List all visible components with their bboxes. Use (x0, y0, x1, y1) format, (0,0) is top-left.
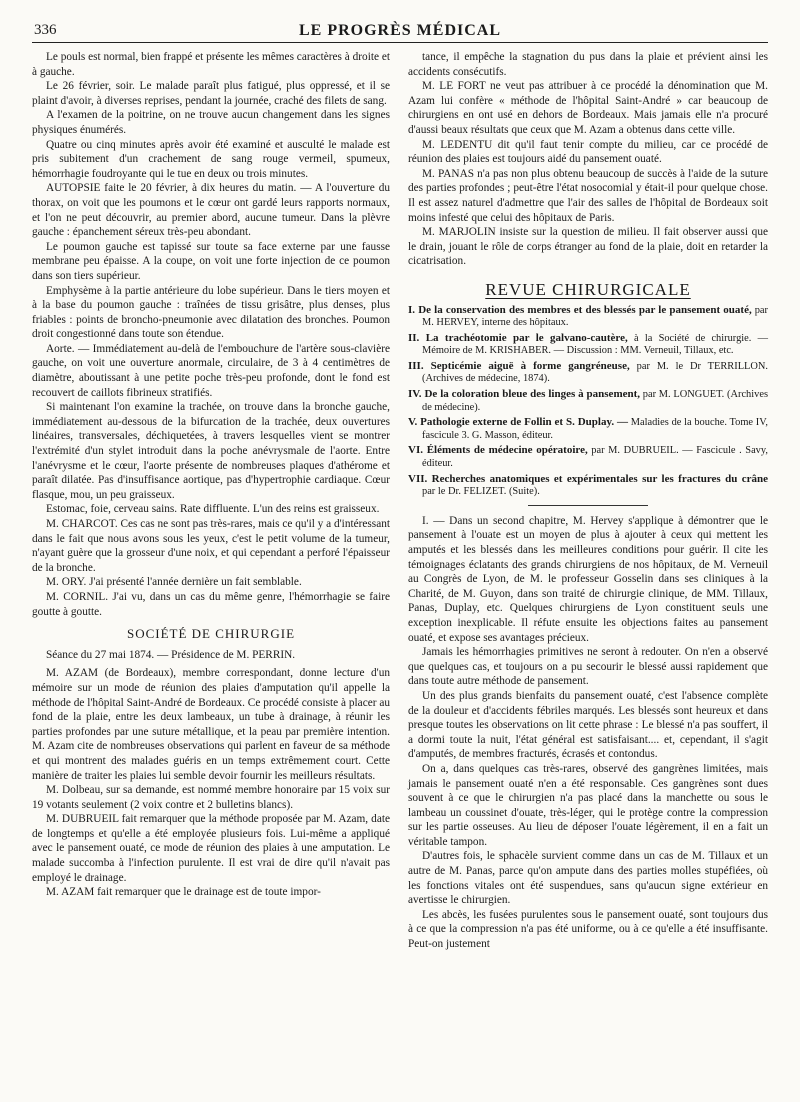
toc-rest: Maladies de la bouche. Tome IV, fascicule 3. G. Masson, éditeur. (422, 417, 768, 441)
paragraph: Estomac, foie, cerveau sains. Rate diffluente. L'un des reins est graisseux. (46, 503, 380, 516)
paragraph: Les abcès, les fusées purulentes sous le pansement ouaté, sont toujours dus à ce que la compression n'a pas été uniforme, ou à ce qu'elle a été insuffisante. Peut-on justement (408, 908, 768, 951)
paragraph: M. LEDENTU dit qu'il faut tenir compte du milieu, car ce procédé de réunion des plaies est toujours aidé du pansement ouaté. (408, 138, 768, 166)
toc-title: V. Pathologie externe de Follin et S. Duplay. — (408, 416, 629, 429)
paragraph: M. CORNIL. J'ai vu, dans un cas du même genre, l'hémorrhagie se faire goutte à goutte. (32, 590, 390, 618)
paragraph: M. AZAM fait remarquer que le drainage est de toute impor- (46, 886, 321, 899)
journal-title: LE PROGRÈS MÉDICAL (298, 22, 502, 39)
paragraph: M. Dolbeau, sur sa demande, est nommé membre honoraire par 15 voix sur 19 votants seulement (2 voix contre et 2 bulletins blancs). (32, 784, 390, 811)
paragraph: Emphysème à la partie antérieure du lobe supérieur. Dans le tiers moyen et à la base du poumon gauche : traînées de tissu grisâtre, plus denses, plus friables : points de broncho-pneumonie avec dilatation des bronches. Poumon droit congestionné dans toute son étendue. (32, 284, 390, 341)
paragraph: Le poumon gauche est tapissé sur toute sa face externe par une fausse membrane peu épaisse. A la coupe, on voit une forte injection de ce poumon dans son tiers supérieur. (32, 240, 390, 282)
revue-contents-list (408, 304, 768, 499)
divider (528, 505, 648, 506)
paragraph: M. AZAM (de Bordeaux), membre correspondant, donne lecture d'un mémoire sur un mode de réunion des plaies d'amputation qu'il appelle la méthode de l'hôpital Saint-André de Bordeaux. Ce procédé consiste à placer au fond de la plaie, entre les deux lambeaux, un tube à drainage, à réunir les parties profondes par une suture métallique, et la peau par première intention. M. Azam cite de nombreuses observations qui parlent en faveur de sa méthode et qui montrent des malades guéris en un temps extrêmement court. Cette manière de traiter les plaies lui semble devoir fournir les meilleurs résultats. (32, 667, 390, 782)
paragraph: M. MARJOLIN insiste sur la question de milieu. Il fait observer aussi que le drain, jouant le rôle de corps étranger au fond de la plaie, doit en retarder la cicatrisation. (408, 226, 768, 268)
left-column (32, 50, 390, 900)
list-item (408, 360, 768, 386)
page-header (32, 22, 768, 43)
section-title-revue: REVUE CHIRURGICALE (485, 279, 691, 299)
paragraph: M. LE FORT ne veut pas attribuer à ce procédé la dénomination que M. Azam lui confère « méthode de l'hôpital Saint-André » car beaucoup de chirurgiens en ont usé en dehors de Bordeaux. Mais jamais elle n'a procuré d'aussi beaux résultats que ceux que M. Azam a obtenus dans cette ville. (408, 80, 768, 136)
list-item (408, 444, 768, 470)
toc-rest: par M. HERVEY, interne des hôpitaux. (422, 304, 768, 329)
list-item (408, 304, 768, 330)
paragraph: On a, dans quelques cas très-rares, observé des gangrènes limitées, mais jamais le pansement ouaté n'en a été responsable. Ces gangrènes sont dues souvent à ce que le chirurgien n'a pas placé dans la manchette ou sous le lambeau un coussinet d'ouate, très-léger, qui le protège contre la compression sur les partie osseuses. Au lieu de déposer l'ouate légèrement, il en a fait un véritable tampon. (408, 762, 768, 848)
paragraph: Le pouls est normal, bien frappé et présente les mêmes caractères à droite et à gauche. (32, 51, 390, 78)
paragraph: Le 26 février, soir. Le malade paraît plus fatigué, plus oppressé, et il se plaint d'avoir, à diverses reprises, pendant la journée, craché des filets de sang. (32, 80, 390, 107)
paragraph: Jamais les hémorrhagies primitives ne seront à redouter. On n'en a observé que quelques cas, et toujours on a pu secourir le blessé aussi rapidement que dans toute autre méthode de pansement. (408, 646, 768, 688)
paragraph: AUTOPSIE faite le 20 février, à dix heures du matin. — A l'ouverture du thorax, on voit que les poumons et le cœur ont gardé leurs rapports normaux, et l'on ne peut découvrir, au premier abord, aucune tumeur. Dans la plèvre gauche : épanchement séreux très-peu abondant. (32, 182, 390, 239)
toc-title: II. La trachéotomie par le galvano-cautère, (408, 331, 628, 344)
paragraph: Si maintenant l'on examine la trachée, on trouve dans la bronche gauche, immédiatement au-dessous de la bifurcation de la trachée, deux ouvertures linéaires, transversales, déchiquetées, à travers lesquelles vient se montrer l'extrémité d'un stylet introduit dans la poche anévrysmale de l'aorte. Entre l'anévrysme et le cœur, l'aorte présente de nombreuses plaques d'athérome et paraît dilatée. Pas d'insuffisance aortique, pas d'hypertrophie cardiaque. Cœur flasque, mou, un peu graisseux. (32, 401, 390, 501)
paragraph: A l'examen de la poitrine, on ne trouve aucun changement dans les signes physiques énumérés. (32, 109, 390, 136)
toc-rest: par le Dr. FELIZET. (Suite). (422, 486, 540, 498)
toc-rest: à la Société de chirurgie. — Mémoire de M. KRISHABER. — Discussion : MM. Verneuil, Tillaux, etc. (422, 332, 768, 357)
list-item (408, 473, 768, 499)
toc-title: IV. De la coloration bleue des linges à pansement, (408, 388, 641, 401)
toc-title: I. De la conservation des membres et des blessés par le pansement ouaté, (408, 303, 752, 316)
toc-title: III. Septicémie aiguë à forme gangréneuse, (408, 359, 630, 372)
right-column (408, 50, 768, 952)
paragraph: Aorte. — Immédiatement au-delà de l'embouchure de l'artère sous-clavière gauche, on voit une ouverture anormale, circulaire, de 3 à 4 centimètres de diamètre, aboutissant à une petite poche très-peu profonde, dont le fond est recouvert de caillots fibrineux stratifiés. (32, 342, 390, 399)
toc-rest: par M. DUBRUEIL. — Fascicule . Savy, éditeur. (422, 445, 768, 470)
paragraph: M. ORY. J'ai présenté l'année dernière un fait semblable. (46, 576, 302, 589)
paragraph: D'autres fois, le sphacèle survient comme dans un cas de M. Tillaux et un autre de M. Panas, parce qu'on ampute dans des parties molles stupéfiées, où les fonctions vitales ont été suspendues, sans qu'aucun signe extérieur en avertisse le chirurgien. (408, 850, 768, 907)
paragraph: M. PANAS n'a pas non plus obtenu beaucoup de succès à l'aide de la suture des parties profondes ; peut-être l'état nosocomial y était-il pour quelque chose. Il est assez naturel d'admettre que l'air des salles de l'hôpital de Bordeaux soit moins infesté que celui des hôpitaux de Paris. (408, 167, 768, 224)
list-item (408, 388, 768, 414)
paragraph: M. CHARCOT. Ces cas ne sont pas très-rares, mais ce qu'il y a d'intéressant dans le fait que nous avons sous les yeux, c'est le petit volume de la tumeur, n'ayant guère que la grosseur d'une noix, et qui cependant a perforé l'épaisseur de la bronche. (32, 518, 390, 574)
paragraph: tance, il empêche la stagnation du pus dans la plaie et prévient ainsi les accidents consécutifs. (408, 51, 768, 78)
toc-title: VI. Éléments de médecine opératoire, (408, 444, 588, 457)
paragraph: I. — Dans un second chapitre, M. Hervey s'applique à démontrer que le pansement à l'ouate est un moyen de plus à ajouter à ceux qui mettent les amputés et les blessés dans les meilleures conditions pour guérir. Il cite les témoignages éclatants des grands chirurgiens de nos hôpitaux, de M. Verneuil au Congrès de Lyon, de M. le professeur Gosselin dans ses cliniques à la Charité, de M. Guyon, dans son traité de chirurgie clinique, de MM. Tillaux, Panas, Duplay, etc. Quelques chirurgiens de Lyon constituent seuls une exception inexplicable. Il réfute ensuite les objections faites au pansement ouaté, et expose ses avantages précieux. (408, 514, 768, 644)
paragraph: Quatre ou cinq minutes après avoir été examiné et ausculté le malade est pris subitement d'un crachement de sang rouge vermeil, spumeux, hémorrhagie foudroyante qui le tue en deux ou trois minutes. (32, 138, 390, 180)
toc-rest: par M. le Dr TERRILLON. (Archives de médecine, 1874). (422, 360, 769, 385)
list-item (408, 416, 768, 442)
section-title-societe: SOCIÉTÉ DE CHIRURGIE (126, 626, 296, 642)
list-item (408, 332, 768, 358)
seance-line: Séance du 27 mai 1874. — Présidence de M. PERRIN. (46, 648, 296, 661)
paragraph: M. DUBRUEIL fait remarquer que la méthode proposée par M. Azam, date de longtemps et qu'elle a été employée plusieurs fois. Lui-même a appliqué avec le pansement ouaté, ce mode de réunion des plaies à une amputation. Le malade succomba à l'infection purulente. Il est vrai de dire qu'il n'avait pas employé le drainage. (32, 813, 390, 884)
toc-title: VII. Recherches anatomiques et expérimentales sur les fractures du crâne (408, 472, 768, 485)
toc-rest: par M. LONGUET. (Archives de médecine). (422, 389, 768, 413)
page-number: 336 (34, 22, 57, 38)
paragraph: Un des plus grands bienfaits du pansement ouaté, c'est l'absence complète de la douleur et d'accidents fébriles marqués. Les blessés sont heureux et dans presque toutes les observations on lit cette phrase : Le blessé n'a pas souffert, il a dormi toute la nuit, l'état général est satisfaisant.... et, cependant, il s'agit d'amputés, de membres fracturés, écrasés et contondus. (408, 689, 768, 761)
